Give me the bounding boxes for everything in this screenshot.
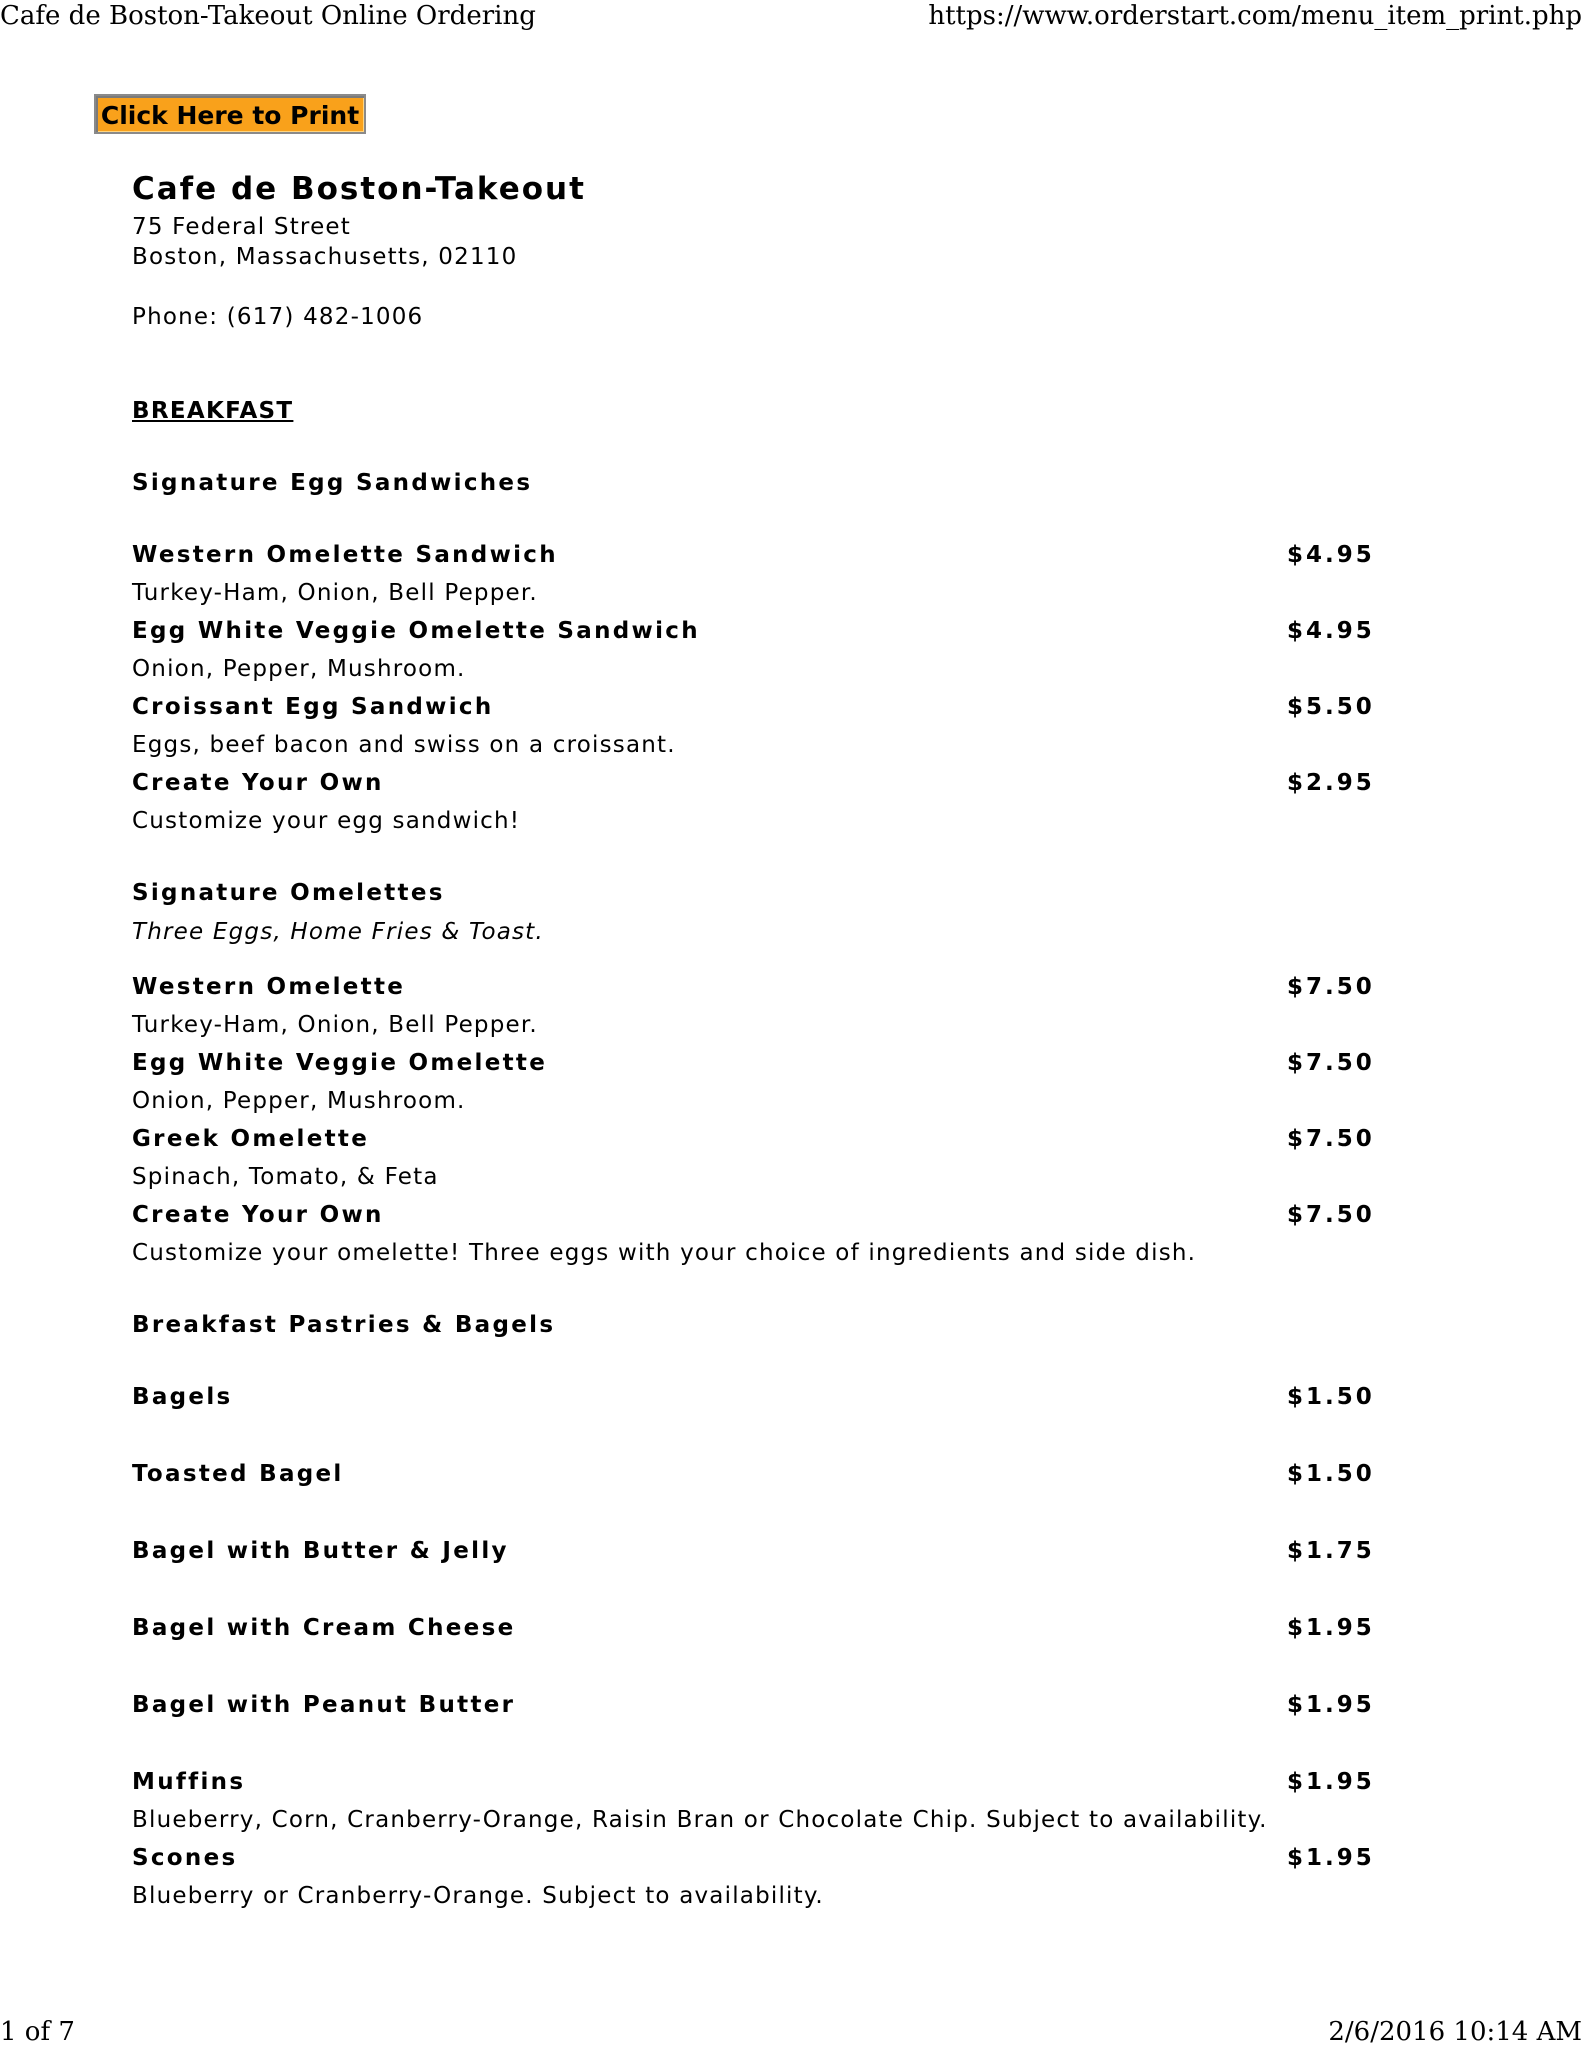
menu-item bbox=[132, 540, 1375, 608]
item-description: Blueberry or Cranberry-Orange. Subject to availability. bbox=[132, 1883, 824, 1909]
menu-item bbox=[132, 1382, 1375, 1412]
menu-section bbox=[132, 1310, 1375, 1911]
item-price: $7.50 bbox=[1287, 1050, 1375, 1076]
item-price: $4.95 bbox=[1287, 542, 1375, 568]
section-subtitle: Three Eggs, Home Fries & Toast. bbox=[132, 919, 544, 945]
menu-item bbox=[132, 1200, 1375, 1268]
item-name: Scones bbox=[132, 1845, 238, 1871]
print-timestamp: 2/6/2016 10:14 AM bbox=[1328, 2017, 1582, 2047]
restaurant-name: Cafe de Boston-Takeout bbox=[132, 171, 586, 207]
item-name: Bagel with Peanut Butter bbox=[132, 1692, 516, 1718]
item-description: Eggs, beef bacon and swiss on a croissant. bbox=[132, 732, 676, 758]
restaurant-street: 75 Federal Street bbox=[132, 214, 351, 240]
item-price: $1.95 bbox=[1287, 1845, 1375, 1871]
item-description: Turkey-Ham, Onion, Bell Pepper. bbox=[132, 580, 538, 606]
menu-item bbox=[132, 1690, 1375, 1720]
item-name: Bagels bbox=[132, 1384, 233, 1410]
restaurant-phone: Phone: (617) 482-1006 bbox=[132, 304, 424, 330]
menu-item bbox=[132, 1843, 1375, 1911]
item-name: Croissant Egg Sandwich bbox=[132, 694, 494, 720]
item-description: Onion, Pepper, Mushroom. bbox=[132, 1088, 466, 1114]
page-counter: 1 of 7 bbox=[0, 2017, 75, 2047]
menu-item bbox=[132, 692, 1375, 760]
item-name: Western Omelette bbox=[132, 974, 406, 1000]
item-description: Spinach, Tomato, & Feta bbox=[132, 1164, 439, 1190]
item-name: Western Omelette Sandwich bbox=[132, 542, 558, 568]
item-price: $4.95 bbox=[1287, 618, 1375, 644]
print-button[interactable]: Click Here to Print bbox=[94, 94, 366, 134]
menu-item bbox=[132, 1536, 1375, 1566]
item-price: $7.50 bbox=[1287, 1202, 1375, 1228]
item-price: $2.95 bbox=[1287, 770, 1375, 796]
item-price: $1.95 bbox=[1287, 1615, 1375, 1641]
item-name: Toasted Bagel bbox=[132, 1461, 344, 1487]
item-name: Create Your Own bbox=[132, 1202, 384, 1228]
item-price: $1.95 bbox=[1287, 1692, 1375, 1718]
item-name: Egg White Veggie Omelette Sandwich bbox=[132, 618, 700, 644]
page-header-title: Cafe de Boston-Takeout Online Ordering bbox=[0, 1, 536, 31]
menu-item bbox=[132, 768, 1375, 836]
item-price: $5.50 bbox=[1287, 694, 1375, 720]
menu-item bbox=[132, 616, 1375, 684]
item-price: $1.50 bbox=[1287, 1461, 1375, 1487]
item-price: $1.75 bbox=[1287, 1538, 1375, 1564]
section-title: Breakfast Pastries & Bagels bbox=[132, 1312, 556, 1338]
item-name: Bagel with Butter & Jelly bbox=[132, 1538, 509, 1564]
item-price: $7.50 bbox=[1287, 1126, 1375, 1152]
item-name: Greek Omelette bbox=[132, 1126, 370, 1152]
item-name: Muffins bbox=[132, 1769, 246, 1795]
page-header-url: https://www.orderstart.com/menu_item_print.php bbox=[928, 1, 1582, 31]
section-title: Signature Omelettes bbox=[132, 880, 445, 906]
menu-item bbox=[132, 1767, 1375, 1835]
item-price: $7.50 bbox=[1287, 974, 1375, 1000]
menu-item bbox=[132, 1459, 1375, 1489]
section-title: Signature Egg Sandwiches bbox=[132, 470, 533, 496]
item-name: Bagel with Cream Cheese bbox=[132, 1615, 516, 1641]
menu-document bbox=[132, 166, 1375, 1911]
item-description: Onion, Pepper, Mushroom. bbox=[132, 656, 466, 682]
item-description: Turkey-Ham, Onion, Bell Pepper. bbox=[132, 1012, 538, 1038]
item-description: Blueberry, Corn, Cranberry-Orange, Raisin Bran or Chocolate Chip. Subject to availability. bbox=[132, 1807, 1268, 1833]
item-price: $1.95 bbox=[1287, 1769, 1375, 1795]
item-name: Create Your Own bbox=[132, 770, 384, 796]
item-description: Customize your egg sandwich! bbox=[132, 808, 521, 834]
menu-item bbox=[132, 1124, 1375, 1192]
menu-section bbox=[132, 878, 1375, 1268]
item-description: Customize your omelette! Three eggs with your choice of ingredients and side dish. bbox=[132, 1240, 1197, 1266]
restaurant-city: Boston, Massachusetts, 02110 bbox=[132, 244, 518, 270]
menu-item bbox=[132, 972, 1375, 1040]
item-price: $1.50 bbox=[1287, 1384, 1375, 1410]
menu-item bbox=[132, 1613, 1375, 1643]
menu-category-heading: BREAKFAST bbox=[132, 398, 294, 424]
item-name: Egg White Veggie Omelette bbox=[132, 1050, 548, 1076]
menu-section bbox=[132, 468, 1375, 836]
menu-item bbox=[132, 1048, 1375, 1116]
